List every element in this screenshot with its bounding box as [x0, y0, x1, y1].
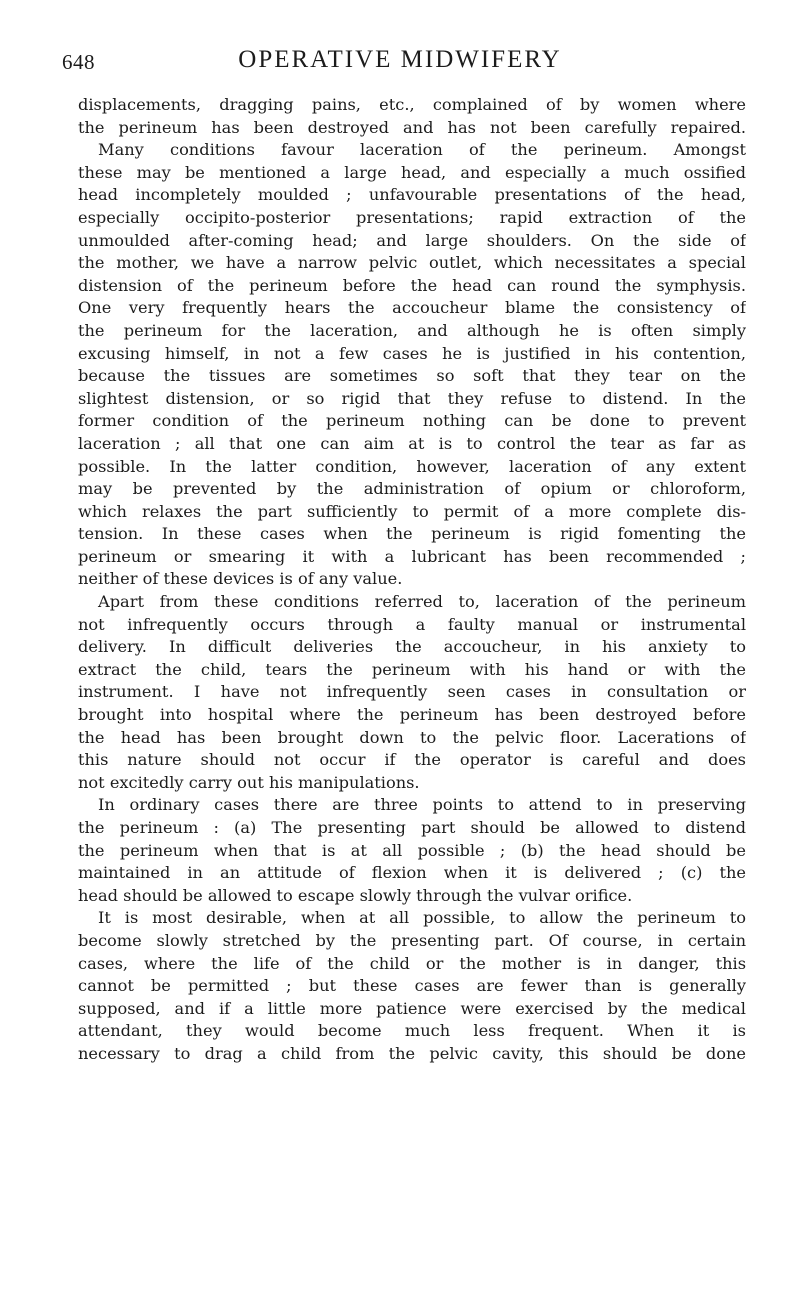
text-line: One very frequently hears the accoucheur blame the consistency of	[78, 298, 746, 318]
text-line: the head has been brought down to the pelvic floor. Lacerations of	[78, 727, 746, 747]
text-line: which relaxes the part sufficiently to permit of a more complete dis-	[78, 501, 746, 521]
page-number: 648	[62, 50, 95, 74]
text-line: excusing himself, in not a few cases he is justified in his contention,	[78, 343, 746, 363]
text-line: cannot be permitted ; but these cases are fewer than is generally	[78, 976, 746, 996]
text-line: delivery. In difficult deliveries the accoucheur, in his anxiety to	[78, 637, 746, 657]
text-line: necessary to drag a child from the pelvic cavity, this should be done	[78, 1043, 746, 1063]
text-line: Many conditions favour laceration of the perineum. Amongst	[98, 140, 746, 160]
text-line: cases, where the life of the child or the mother is in danger, this	[78, 953, 746, 973]
text-line: Apart from these conditions referred to, laceration of the perineum	[98, 592, 746, 612]
text-line: distension of the perineum before the head can round the symphysis.	[78, 275, 746, 295]
text-line: because the tissues are sometimes so soft that they tear on the	[78, 366, 746, 386]
text-line: the perineum : (a) The presenting part should be allowed to distend	[78, 818, 746, 837]
text-line: tension. In these cases when the perineum is rigid fomenting the	[78, 524, 746, 544]
text-line: possible. In the latter condition, however, laceration of any extent	[78, 456, 746, 476]
text-line: the perineum has been destroyed and has not been carefully repaired.	[78, 117, 746, 137]
running-title: OPERATIVE MIDWIFERY	[238, 46, 562, 73]
text-line: not excitedly carry out his manipulations.	[78, 772, 420, 792]
text-line: the perineum when that is at all possible ; (b) the head should be	[78, 840, 746, 860]
text-line: neither of these devices is of any value.	[78, 569, 403, 589]
text-line: this nature should not occur if the operator is careful and does	[78, 750, 746, 770]
text-line: the perineum for the laceration, and although he is often simply	[78, 320, 746, 340]
text-line: especially occipito-posterior presentations; rapid extraction of the	[78, 207, 746, 227]
text-line: instrument. I have not infrequently seen cases in consultation or	[78, 682, 746, 702]
text-line: not infrequently occurs through a faulty manual or instrumental	[78, 614, 746, 634]
text-line: these may be mentioned a large head, and especially a much ossified	[78, 162, 746, 182]
text-line: become slowly stretched by the presenting part. Of course, in certain	[78, 930, 746, 950]
text-line: It is most desirable, when at all possible, to allow the perineum to	[98, 908, 746, 928]
text-line: the mother, we have a narrow pelvic outlet, which necessitates a special	[78, 253, 746, 273]
text-line: maintained in an attitude of flexion when it is delivered ; (c) the	[78, 863, 746, 883]
text-line: head incompletely moulded ; unfavourable presentations of the head,	[78, 185, 746, 205]
text-line: slightest distension, or so rigid that they refuse to distend. In the	[78, 388, 746, 408]
text-line: attendant, they would become much less frequent. When it is	[78, 1021, 746, 1041]
body-text	[78, 94, 746, 1066]
text-line: brought into hospital where the perineum has been destroyed before	[78, 705, 746, 725]
text-line: extract the child, tears the perineum with his hand or with the	[78, 659, 746, 679]
text-line: former condition of the perineum nothing can be done to prevent	[78, 411, 746, 431]
text-line: In ordinary cases there are three points to attend to in preserving	[98, 795, 746, 815]
text-line: unmoulded after-coming head; and large shoulders. On the side of	[78, 230, 746, 250]
text-line: supposed, and if a little more patience were exercised by the medical	[78, 998, 746, 1018]
text-line: may be prevented by the administration of opium or chloroform,	[78, 479, 746, 499]
text-line: laceration ; all that one can aim at is to control the tear as far as	[78, 433, 746, 453]
text-line: head should be allowed to escape slowly through the vulvar orifice.	[78, 885, 633, 905]
running-head	[62, 44, 738, 84]
text-line: perineum or smearing it with a lubricant has been recommended ;	[78, 546, 746, 566]
text-line: displacements, dragging pains, etc., complained of by women where	[78, 95, 746, 114]
